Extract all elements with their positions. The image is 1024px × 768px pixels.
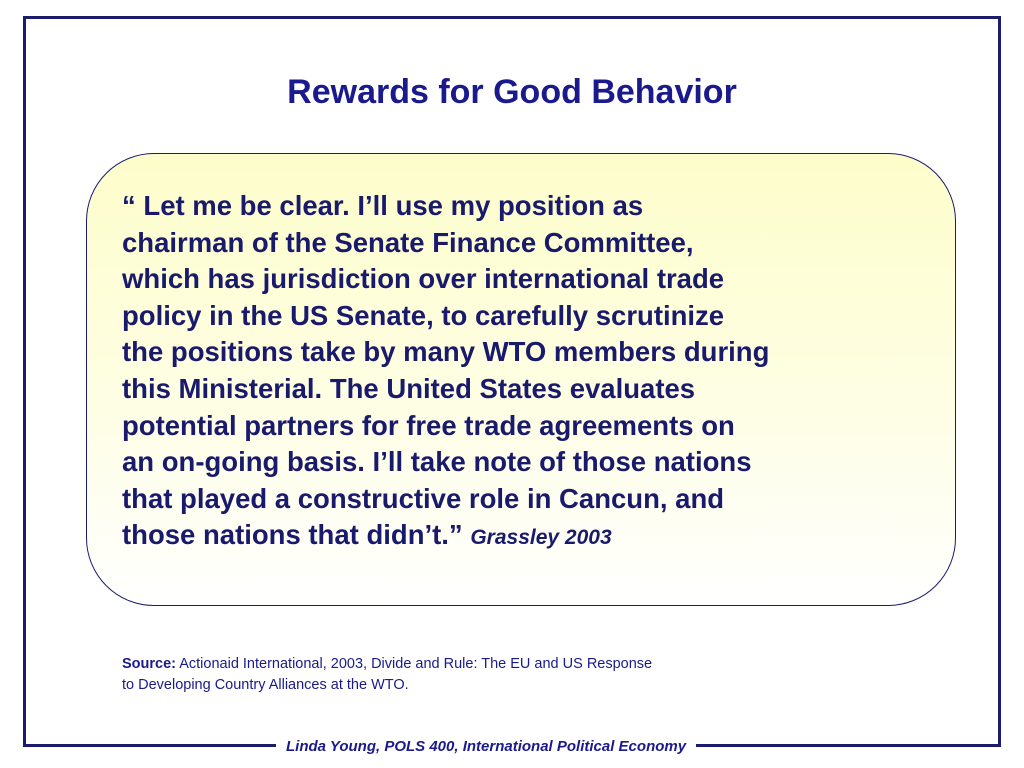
footer-caption: Linda Young, POLS 400, International Political Economy: [276, 736, 696, 758]
source-citation: [122, 654, 762, 696]
source-text: Actionaid International, 2003, Divide and Rule: The EU and US Response to Developing Country Alliances at the WTO.: [122, 656, 653, 693]
quote-attribution: Grassley 2003: [470, 526, 612, 550]
slide-title: Rewards for Good Behavior: [287, 73, 737, 111]
quote-text: [122, 188, 942, 557]
source-label: Source:: [122, 656, 176, 672]
quote-body: “ Let me be clear. I’ll use my position as chairman of the Senate Finance Committee, which has jurisdiction over international trade policy in the US Senate, to carefully scrutinize the positions take by many WTO members during this Ministerial. The United States evaluates potential partners for free trade agreements on an on-going basis. I’ll take note of those nations that played a constructive role in Cancun, and those nations that didn’t.”: [122, 190, 770, 551]
